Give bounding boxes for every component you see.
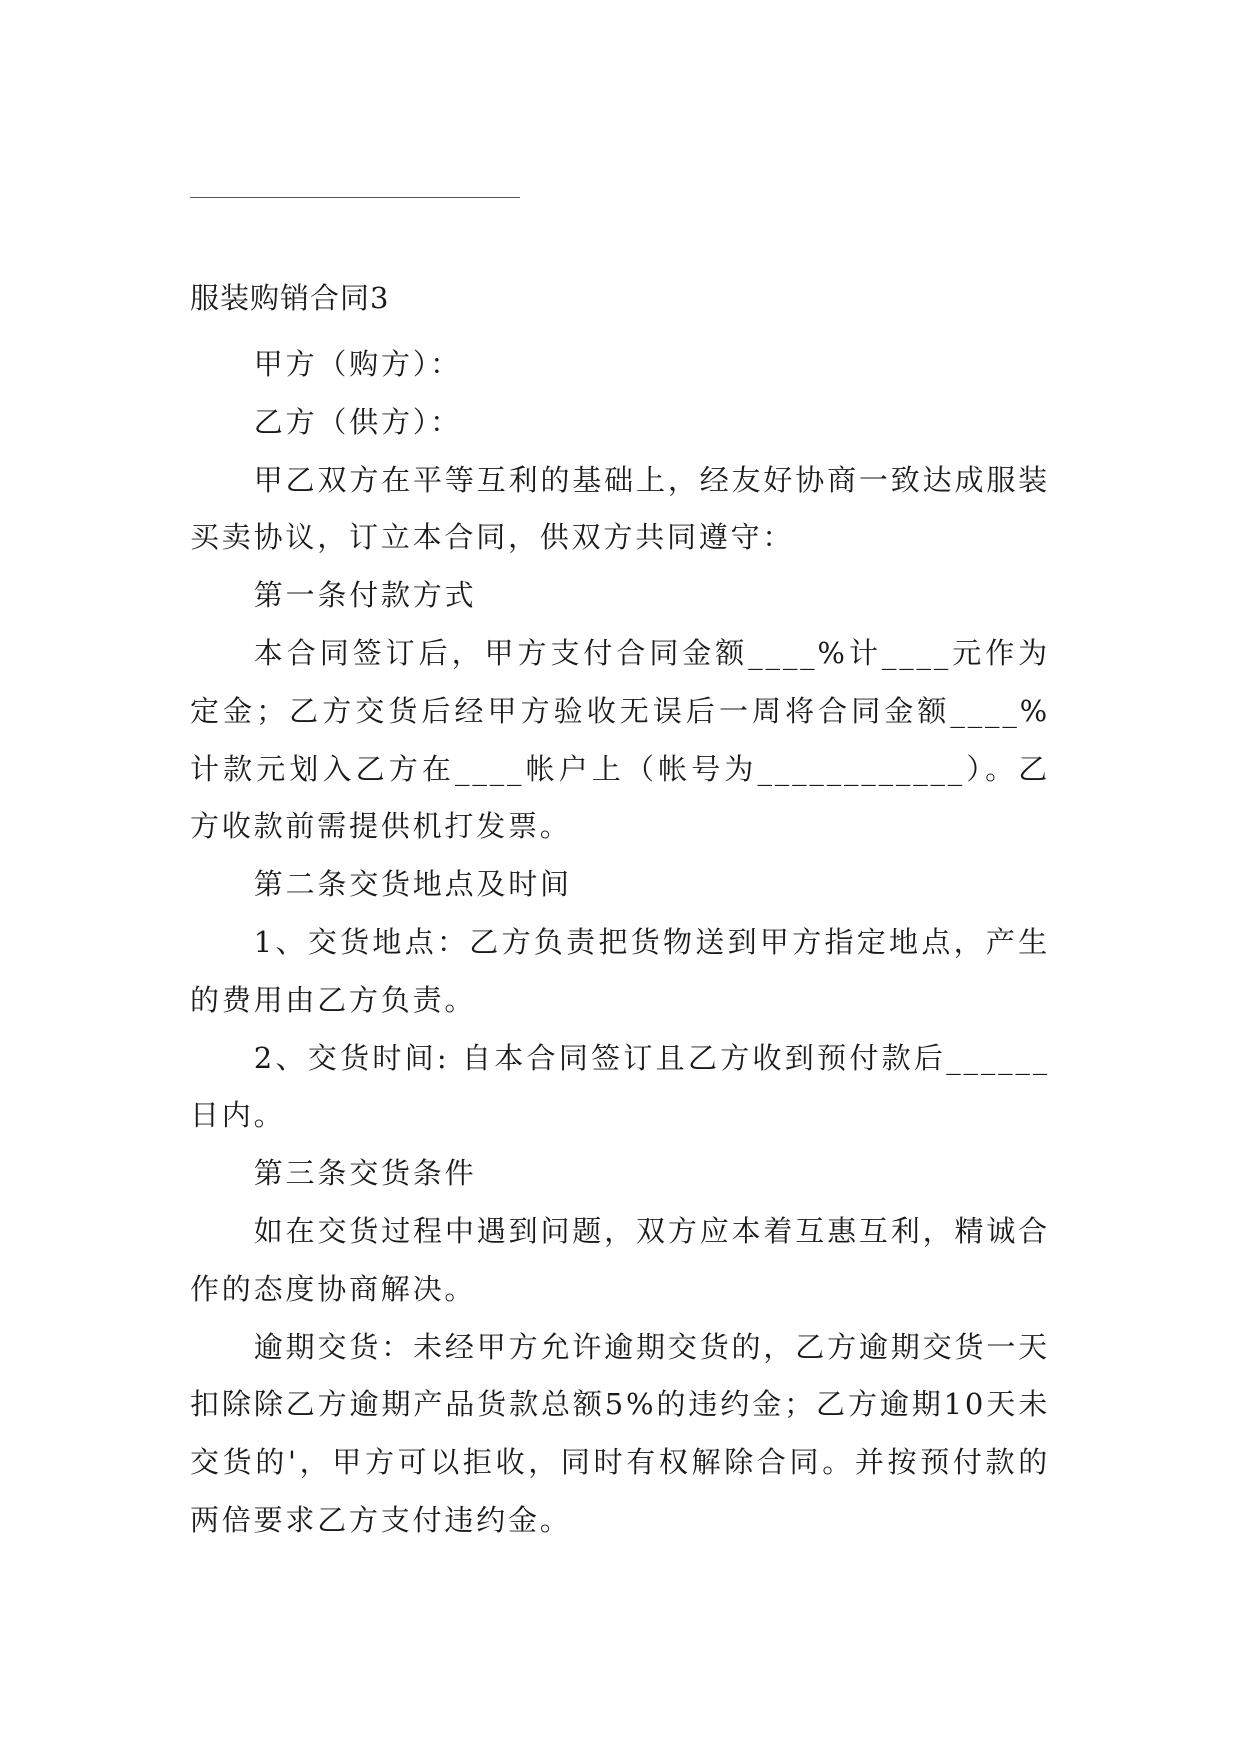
party-a-line: 甲方（购方）： xyxy=(253,347,462,381)
document-body xyxy=(190,336,1050,1550)
separator-line xyxy=(190,197,520,198)
party-b-line: 乙方（供方）： xyxy=(253,404,462,439)
document-title: 服装购销合同3 xyxy=(190,281,390,315)
article-1-paragraph: 本合同签订后，甲方支付合同金额____%计____元作为定金；乙方交货后经甲方验收无误后一周将合同金额____%计款元划入乙方在____帐户上（帐号为____________）。乙方收款前需提供机打发票。 xyxy=(190,635,1050,844)
delivery-time-paragraph: 2、交货时间: 自本合同签订且乙方收到预付款后______日内。 xyxy=(190,1040,1050,1133)
preamble-paragraph: 甲乙双方在平等互利的基础上，经友好协商一致达成服装买卖协议，订立本合同，供双方共同遵守： xyxy=(190,462,1050,555)
article-3-heading: 第三条交货条件 xyxy=(253,1156,477,1191)
article-1-heading: 第一条付款方式 xyxy=(253,578,477,613)
delivery-conditions-paragraph: 如在交货过程中遇到问题，双方应本着互惠互利，精诚合作的态度协商解决。 xyxy=(190,1213,1050,1306)
article-2-heading: 第二条交货地点及时间 xyxy=(253,867,572,902)
late-delivery-paragraph: 逾期交货：未经甲方允许逾期交货的，乙方逾期交货一天扣除除乙方逾期产品货款总额5%的违约金；乙方逾期10天未交货的'，甲方可以拒收，同时有权解除合同。并按预付款的两倍要求乙方支付违约金。 xyxy=(190,1329,1050,1537)
delivery-location-paragraph: 1、交货地点：乙方负责把货物送到甲方指定地点，产生的费用由乙方负责。 xyxy=(190,924,1050,1017)
